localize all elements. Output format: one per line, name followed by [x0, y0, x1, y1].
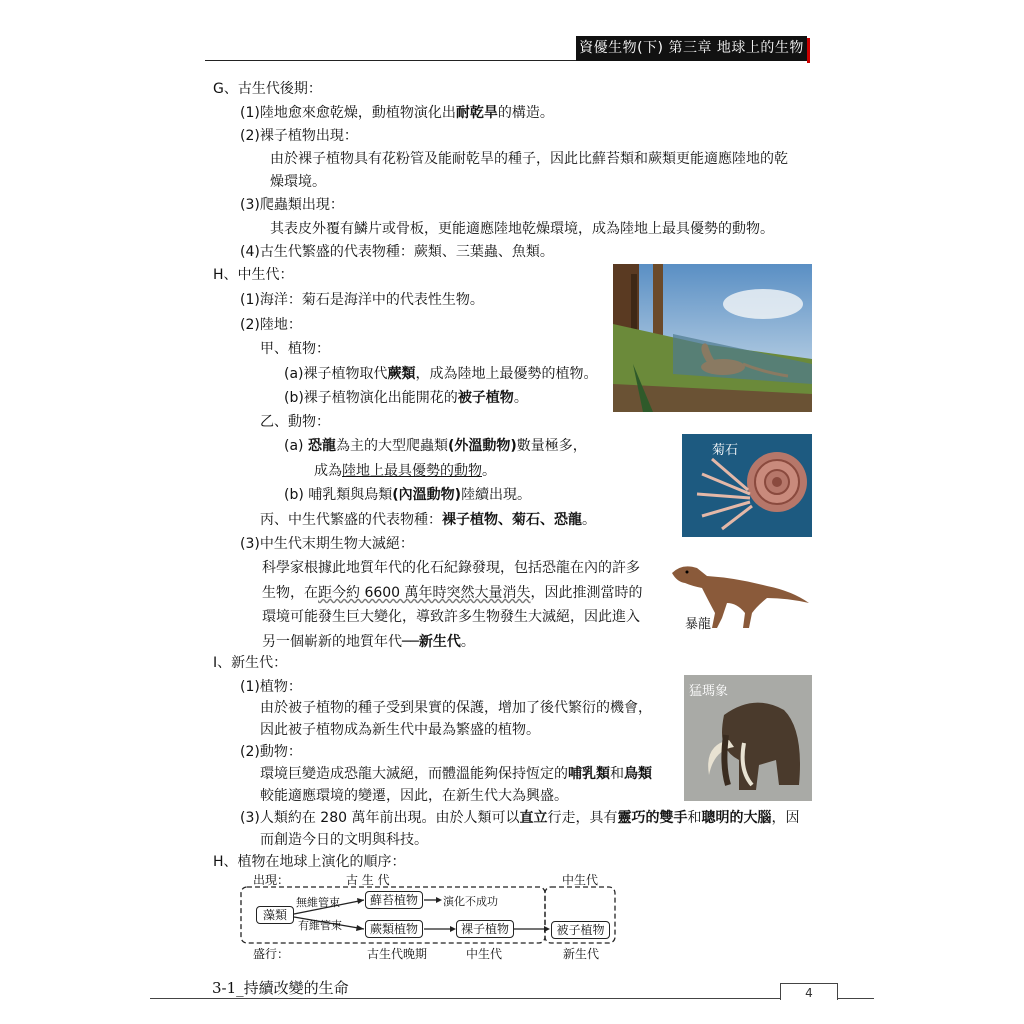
section-h-extinction-line1: 科學家根據此地質年代的化石紀錄發現，包括恐龍在內的許多 [262, 560, 640, 576]
page-number: 4 [780, 983, 838, 1000]
diagram-flourish-label: 盛行： [253, 947, 290, 961]
ammonite-image [682, 434, 812, 537]
section-h-extinction-line4: 另一個嶄新的地質年代──新生代。 [262, 634, 475, 650]
section-i-animals-line1: 環境巨變造成恐龍大滅絕，而體溫能夠保持恆定的哺乳類和鳥類 [260, 766, 652, 782]
diagram-cenozoic: 新生代 [563, 947, 600, 961]
diagram-moss: 蘚苔植物 [365, 891, 423, 909]
diagram-no-vascular: 無維管束 [296, 896, 340, 909]
section-i-plants-line2: 因此被子植物成為新生代中最為繁盛的植物。 [260, 722, 540, 738]
section-g-p1: (1)陸地愈來愈乾燥，動植物演化出耐乾旱的構造。 [240, 105, 554, 121]
section-h-animals-title: 乙、動物： [260, 414, 330, 430]
section-h-extinction-line2: 生物，在距今約 6600 萬年時突然大量消失，因此推測當時的 [262, 585, 643, 601]
header-title: 資優生物(下) 第三章 地球上的生物 [576, 36, 807, 61]
diagram-appear-label: 出現： [253, 873, 290, 887]
section-h-land: (2)陸地： [240, 317, 302, 333]
footer-chapter: 3-1_持續改變的生命 [212, 979, 349, 997]
footer-rule [150, 998, 780, 999]
section-g-p3-line1: 其表皮外覆有鱗片或骨板，更能適應陸地乾燥環境，成為陸地上最具優勢的動物。 [270, 221, 774, 237]
section-i-animals-line2: 較能適應環境的變遷，因此，在新生代大為興盛。 [260, 788, 568, 804]
section-h-extinction-line3: 環境可能發生巨大變化，導致許多生物發生大滅絕，因此進入 [262, 609, 640, 625]
diagram-vascular: 有維管束 [298, 919, 342, 932]
diagram-angio: 被子植物 [551, 921, 610, 939]
diagram-algae: 藻類 [256, 906, 294, 924]
mammoth-image [684, 675, 812, 801]
footer-rule-right [838, 998, 874, 999]
trex-label: 暴龍 [685, 617, 712, 632]
trex-image [667, 558, 812, 633]
section-i-heading: I、新生代： [213, 655, 288, 671]
ammonite-label: 菊石 [712, 443, 739, 458]
section-i-humans-line2: 而創造今日的文明與科技。 [260, 832, 428, 848]
section-h-animal-b: (b) 哺乳類與鳥類(內溫動物)陸續出現。 [284, 487, 532, 503]
section-g-p4: (4)古生代繁盛的代表物種：蕨類、三葉蟲、魚類。 [240, 244, 554, 260]
section-h-heading: H、中生代： [213, 267, 294, 283]
diagram-late-paleozoic: 古生代晚期 [367, 947, 428, 961]
section-g-heading: G、古生代後期： [213, 81, 322, 97]
plant-evolution-heading: H、植物在地球上演化的順序： [213, 854, 406, 870]
section-h-animal-a: (a) 恐龍為主的大型爬蟲類(外溫動物)數量極多， [284, 438, 587, 454]
section-i-humans-line1: (3)人類約在 280 萬年前出現。由於人類可以直立行走，具有靈巧的雙手和聰明的大腦，因 [240, 810, 800, 826]
section-i-animals-title: (2)動物： [240, 744, 302, 760]
diagram-fern: 蕨類植物 [365, 920, 423, 938]
section-h-plant-b: (b)裸子植物演化出能開花的被子植物。 [284, 390, 528, 406]
diagram-paleozoic: 古 生 代 [346, 873, 390, 887]
diagram-mesozoic-top: 中生代 [562, 873, 599, 887]
section-h-representatives: 丙、中生代繁盛的代表物種：裸子植物、菊石、恐龍。 [260, 512, 596, 528]
section-g-p2-line2: 燥環境。 [270, 174, 326, 190]
section-g-p2-line1: 由於裸子植物具有花粉管及能耐乾旱的種子，因此比蘚苔類和蕨類更能適應陸地的乾 [270, 151, 788, 167]
diagram-fail: 演化不成功 [443, 895, 498, 908]
mesozoic-landscape-image [613, 264, 812, 412]
mammoth-label: 猛瑪象 [689, 684, 729, 699]
section-g-p2-title: (2)裸子植物出現： [240, 128, 358, 144]
section-h-animal-a2: 成為陸地上最具優勢的動物。 [314, 463, 496, 479]
section-i-plants-line1: 由於被子植物的種子受到果實的保護，增加了後代繁衍的機會， [260, 700, 652, 716]
section-h-plants-title: 甲、植物： [260, 341, 330, 357]
section-i-plants-title: (1)植物： [240, 679, 302, 695]
section-g-p3-title: (3)爬蟲類出現： [240, 197, 344, 213]
diagram-gymno: 裸子植物 [456, 920, 514, 938]
section-h-ocean: (1)海洋：菊石是海洋中的代表性生物。 [240, 292, 484, 308]
section-h-plant-a: (a)裸子植物取代蕨類，成為陸地上最優勢的植物。 [284, 366, 598, 382]
section-h-extinction-title: (3)中生代末期生物大滅絕： [240, 536, 414, 552]
diagram-mesozoic: 中生代 [466, 947, 503, 961]
